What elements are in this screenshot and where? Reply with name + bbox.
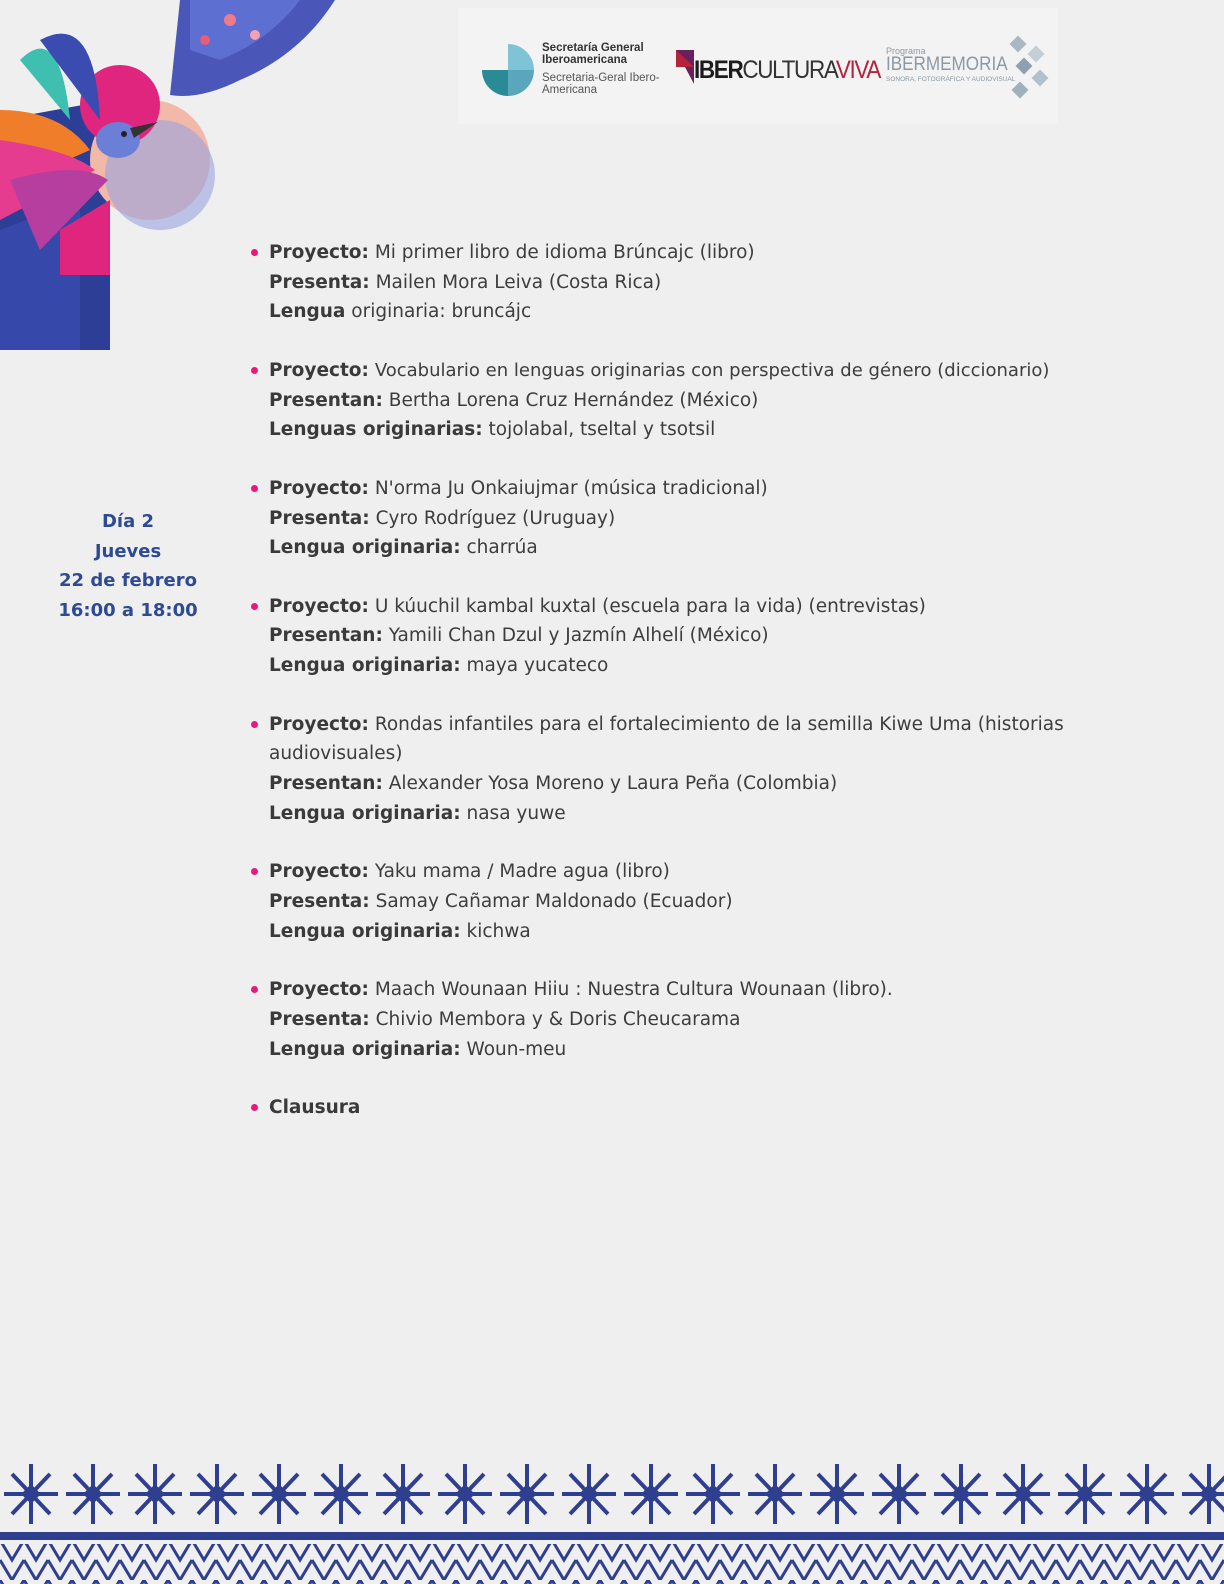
language-value: nasa yuwe xyxy=(466,802,566,824)
presenter-label: Presentan: xyxy=(269,389,383,411)
iberculturaviva-logo xyxy=(676,48,881,88)
agenda-item xyxy=(248,356,1148,445)
sponsor-logos xyxy=(458,8,1058,124)
language-label: Lengua originaria: xyxy=(269,537,461,559)
agenda-item xyxy=(248,710,1148,829)
language-label: Lengua xyxy=(269,301,346,323)
agenda-list xyxy=(248,238,1148,1152)
project-title: U kúuchil kambal kuxtal (escuela para la vida) (entrevistas) xyxy=(374,595,926,617)
presenter-label: Presenta: xyxy=(269,1008,370,1030)
closing-label: Clausura xyxy=(269,1097,361,1119)
presenter-name: Chivio Membora y & Doris Cheucarama xyxy=(375,1008,741,1030)
presenter-label: Presenta: xyxy=(269,271,370,293)
ibermemoria-programa: Programa xyxy=(886,46,926,56)
language-value: kichwa xyxy=(466,920,531,942)
project-title: Maach Wounaan Hiiu : Nuestra Cultura Wounaan (libro). xyxy=(374,979,893,1001)
project-label: Proyecto: xyxy=(269,861,369,883)
ibermemoria-logo xyxy=(886,34,1056,104)
language-value: tojolabal, tseltal y tsotsil xyxy=(488,419,716,441)
project-label: Proyecto: xyxy=(269,359,369,381)
language-label: Lengua originaria: xyxy=(269,655,461,677)
language-label: Lengua originaria: xyxy=(269,1038,461,1060)
day-time: 16:00 a 18:00 xyxy=(58,600,198,622)
presenter-label: Presentan: xyxy=(269,773,383,795)
language-value: maya yucateco xyxy=(466,655,609,677)
day-date: 22 de febrero xyxy=(59,570,197,592)
language-label: Lengua originaria: xyxy=(269,802,461,824)
language-value: charrúa xyxy=(466,537,538,559)
iberculturaviva-part3: VIVA xyxy=(835,56,881,84)
project-title: Vocabulario en lenguas originarias con perspectiva de género (diccionario) xyxy=(374,359,1050,381)
language-value: originaria: bruncájc xyxy=(351,301,532,323)
presenter-name: Alexander Yosa Moreno y Laura Peña (Colombia) xyxy=(388,773,838,795)
agenda-item xyxy=(248,592,1148,681)
iberculturaviva-emblem-icon xyxy=(676,48,696,88)
project-label: Proyecto: xyxy=(269,713,369,735)
language-label: Lengua originaria: xyxy=(269,920,461,942)
project-title: Yaku mama / Madre agua (libro) xyxy=(374,861,670,883)
project-title: N'orma Ju Onkaiujmar (música tradicional) xyxy=(374,477,768,499)
day-number: Día 2 xyxy=(101,511,155,532)
presenter-label: Presenta: xyxy=(269,507,370,529)
presenter-name: Mailen Mora Leiva (Costa Rica) xyxy=(375,271,662,293)
decorative-embroidery-pattern xyxy=(0,1460,1224,1584)
project-label: Proyecto: xyxy=(269,595,369,617)
presenter-name: Samay Cañamar Maldonado (Ecuador) xyxy=(375,890,733,912)
presenter-name: Bertha Lorena Cruz Hernández (México) xyxy=(388,389,759,411)
ibermemoria-name: IBERMEMORIA xyxy=(886,54,1008,75)
agenda-item xyxy=(248,238,1148,327)
segib-name-pt: Secretaria-Geral Ibero-Americana xyxy=(542,72,660,96)
segib-emblem-icon xyxy=(480,42,536,98)
language-label: Lenguas originarias: xyxy=(269,419,483,441)
presenter-label: Presenta: xyxy=(269,890,370,912)
day-weekday: Jueves xyxy=(94,540,162,562)
language-value: Woun-meu xyxy=(466,1038,567,1060)
project-label: Proyecto: xyxy=(269,242,369,263)
project-title: Rondas infantiles para el fortalecimiento de la semilla Kiwe Uma (historias audiovisuales) xyxy=(269,713,1064,765)
agenda-item xyxy=(248,975,1148,1064)
presenter-name: Yamili Chan Dzul y Jazmín Alhelí (México) xyxy=(388,625,769,647)
ibermemoria-subtitle: SONORA, FOTOGRÁFICA Y AUDIOVISUAL xyxy=(886,76,1016,83)
day-schedule xyxy=(40,507,216,626)
presenter-label: Presentan: xyxy=(269,625,383,647)
agenda-item-closing xyxy=(248,1093,1148,1123)
agenda-item xyxy=(248,857,1148,946)
project-label: Proyecto: xyxy=(269,477,369,499)
iberculturaviva-part1: IBER xyxy=(694,56,743,84)
project-title: Mi primer libro de idioma Brúncajc (libro) xyxy=(374,242,755,263)
project-label: Proyecto: xyxy=(269,979,369,1001)
presenter-name: Cyro Rodríguez (Uruguay) xyxy=(375,507,616,529)
segib-name-es: Secretaría General Iberoamericana xyxy=(542,42,644,66)
segib-logo xyxy=(480,40,660,100)
iberculturaviva-part2: CULTURA xyxy=(742,56,836,84)
ibermemoria-emblem-icon xyxy=(1004,34,1054,102)
agenda-item xyxy=(248,474,1148,563)
